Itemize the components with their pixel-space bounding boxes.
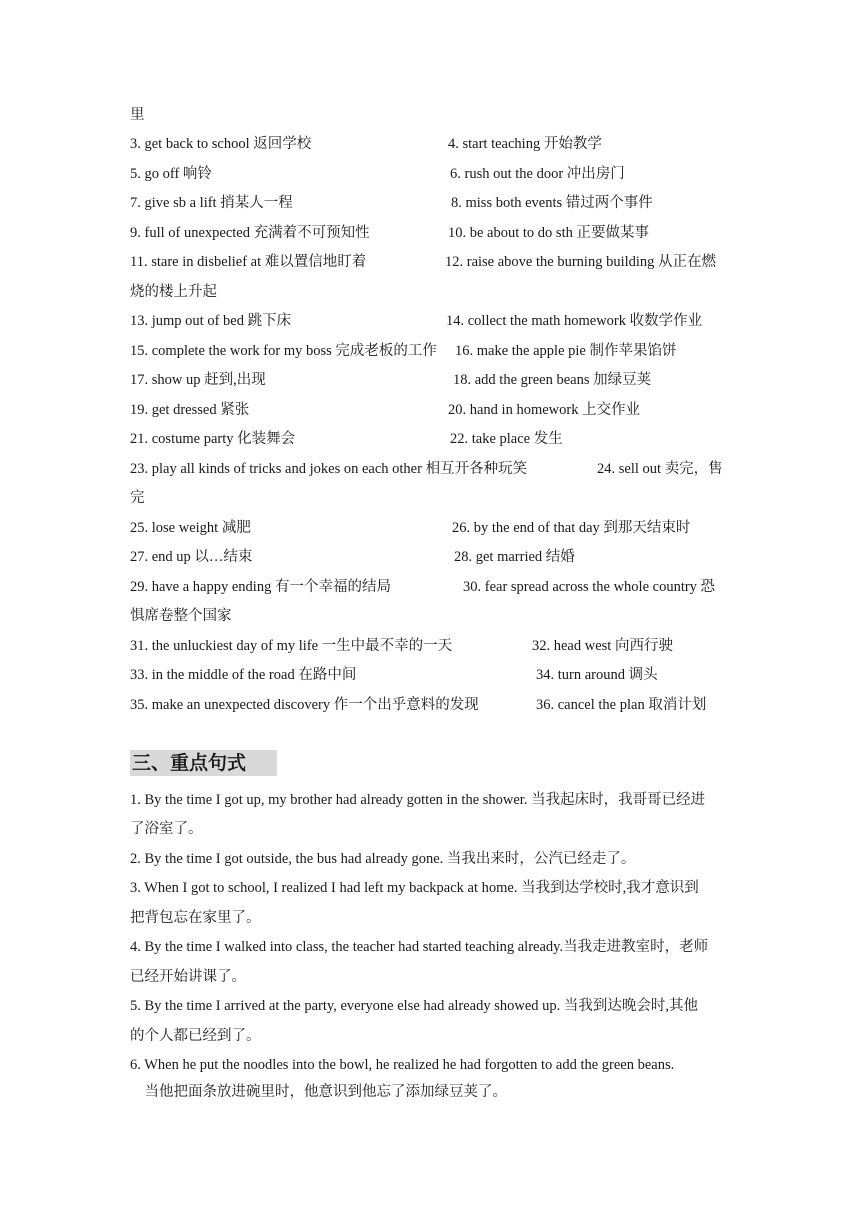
phrase-left: 3. get back to school 返回学校: [130, 136, 312, 152]
phrase-right: 12. raise above the burning building 从正在燃: [445, 254, 717, 270]
phrase-left: 烧的楼上升起: [130, 284, 217, 300]
sentence-line: 已经开始讲课了。: [130, 969, 246, 985]
phrase-left: 7. give sb a lift 捎某人一程: [130, 195, 293, 211]
phrase-left: 13. jump out of bed 跳下床: [130, 313, 292, 329]
phrase-row: [130, 695, 707, 715]
phrase-row: [130, 223, 649, 243]
phrase-row: [130, 665, 658, 685]
phrase-left: 35. make an unexpected discovery 作一个出乎意料的发现: [130, 697, 479, 713]
phrase-right: 8. miss both events 错过两个事件: [451, 195, 653, 211]
phrase-row: [130, 134, 602, 154]
phrase-right: 10. be about to do sth 正要做某事: [448, 225, 649, 241]
phrase-right: 16. make the apple pie 制作苹果馅饼: [455, 343, 677, 359]
phrase-row: [130, 341, 677, 361]
phrase-left: 23. play all kinds of tricks and jokes on each other 相互开各种玩笑: [130, 461, 528, 477]
sentence-line: 把背包忘在家里了。: [130, 910, 261, 926]
phrase-right: 30. fear spread across the whole country 恐: [463, 579, 716, 595]
phrase-right: 6. rush out the door 冲出房门: [450, 166, 625, 182]
phrase-left: 19. get dressed 紧张: [130, 402, 250, 418]
phrase-left: 11. stare in disbelief at 难以置信地盯着: [130, 254, 367, 270]
phrase-row: [130, 282, 217, 302]
phrase-right: 4. start teaching 开始教学: [448, 136, 602, 152]
phrase-row: [130, 370, 652, 390]
phrase-row: [130, 252, 717, 272]
sentence-line: 的个人都已经到了。: [130, 1028, 261, 1044]
sentence-line: 4. By the time I walked into class, the teacher had started teaching already.当我走进教室时，老师: [130, 939, 709, 955]
phrase-left: 21. costume party 化装舞会: [130, 431, 296, 447]
phrase-row: [130, 459, 723, 479]
section-heading: 三、重点句式: [130, 750, 277, 776]
phrase-right: 28. get married 结婚: [454, 549, 575, 565]
phrase-row: [130, 518, 691, 538]
phrase-right: 36. cancel the plan 取消计划: [536, 697, 707, 713]
phrase-left: 完: [130, 490, 145, 506]
phrase-left: 惧席卷整个国家: [130, 608, 232, 624]
phrase-row: [130, 636, 673, 656]
phrase-right: 22. take place 发生: [450, 431, 563, 447]
phrase-right: 26. by the end of that day 到那天结束时: [452, 520, 691, 536]
intro-fragment: 里: [130, 107, 145, 123]
phrase-left: 15. complete the work for my boss 完成老板的工作: [130, 343, 437, 359]
phrase-left: 31. the unluckiest day of my life 一生中最不幸的一天: [130, 638, 453, 654]
phrase-row: [130, 193, 653, 213]
phrase-row: [130, 577, 716, 597]
phrase-left: 25. lose weight 减肥: [130, 520, 251, 536]
sentence-line: 了浴室了。: [130, 821, 203, 837]
phrase-left: 27. end up 以…结束: [130, 549, 253, 565]
phrase-right: 34. turn around 调头: [536, 667, 658, 683]
phrase-row: [130, 429, 563, 449]
sentence-line: 当他把面条放进碗里时，他意识到他忘了添加绿豆荚了。: [130, 1084, 507, 1100]
phrase-right: 18. add the green beans 加绿豆荚: [453, 372, 652, 388]
sentence-line: 1. By the time I got up, my brother had already gotten in the shower. 当我起床时，我哥哥已经进: [130, 792, 706, 808]
sentence-line: 5. By the time I arrived at the party, everyone else had already showed up. 当我到达晚会时,其他: [130, 998, 699, 1014]
sentence-line: 6. When he put the noodles into the bowl, he realized he had forgotten to add the green beans.: [130, 1057, 675, 1073]
phrase-left: 33. in the middle of the road 在路中间: [130, 667, 357, 683]
phrase-left: 5. go off 响铃: [130, 166, 212, 182]
phrase-right: 14. collect the math homework 收数学作业: [446, 313, 703, 329]
phrase-left: 29. have a happy ending 有一个幸福的结局: [130, 579, 391, 595]
sentence-line: 2. By the time I got outside, the bus had already gone. 当我出来时，公汽已经走了。: [130, 851, 636, 867]
phrase-row: [130, 311, 703, 331]
phrase-row: [130, 400, 641, 420]
phrase-right: 24. sell out 卖完，售: [597, 461, 723, 477]
phrase-row: [130, 606, 232, 626]
phrase-right: 32. head west 向西行驶: [532, 638, 673, 654]
phrase-left: 9. full of unexpected 充满着不可预知性: [130, 225, 370, 241]
phrase-left: 17. show up 赶到,出现: [130, 372, 266, 388]
phrase-right: 20. hand in homework 上交作业: [448, 402, 641, 418]
phrase-row: [130, 488, 145, 508]
phrase-row: [130, 164, 625, 184]
sentence-line: 3. When I got to school, I realized I had left my backpack at home. 当我到达学校时,我才意识到: [130, 880, 699, 896]
phrase-row: [130, 547, 575, 567]
